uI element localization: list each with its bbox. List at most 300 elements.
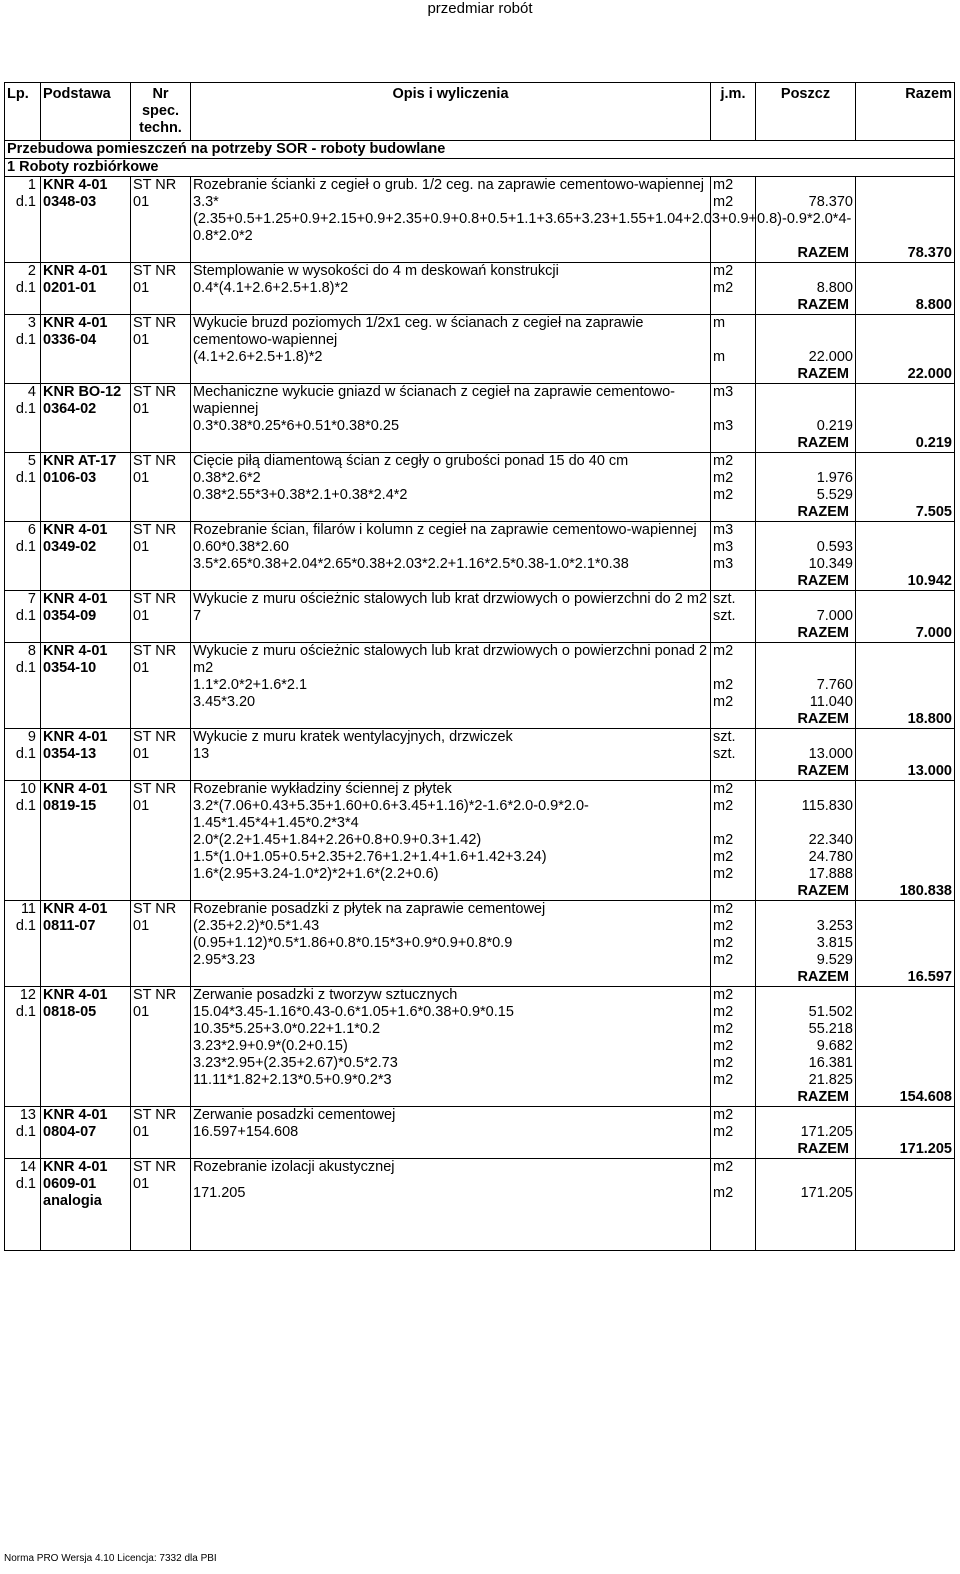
total-spacer — [191, 297, 711, 315]
calc-unit: m2 — [711, 798, 756, 832]
item-total: 0.219 — [856, 435, 955, 453]
total-spacer — [191, 969, 711, 987]
table-row — [5, 987, 955, 1005]
item-podstawa — [41, 1159, 131, 1211]
table-row — [5, 384, 955, 419]
calc-value: 21.825 — [756, 1072, 856, 1089]
subsection-title: 1 Roboty rozbiórkowe — [5, 159, 955, 177]
item-number: 5 — [27, 453, 36, 469]
calc-unit: m2 — [711, 1072, 756, 1089]
calc-value: 3.253 — [756, 918, 856, 935]
item-description: Zerwanie posadzki cementowej — [191, 1107, 711, 1125]
item-poszcz-empty — [756, 901, 856, 919]
item-description: Zerwanie posadzki z tworzyw sztucznych — [191, 987, 711, 1005]
item-description: Rozebranie ścian, filarów i kolumn z cegieł na zaprawie cementowo-wapiennej — [191, 522, 711, 540]
col-nr-spec: Nr spec. techn. — [131, 83, 191, 141]
razem-label: RAZEM — [756, 504, 856, 522]
podstawa-line: KNR 4-01 — [43, 987, 108, 1003]
calc-expression: 3.2*(7.06+0.43+5.35+1.60+0.6+3.45+1.16)*2-1.6*2.0-0.9*2.0-1.45*1.45*4+1.45*0.2*3*4 — [191, 798, 711, 832]
calc-razem-empty — [856, 1004, 955, 1021]
item-lp — [5, 263, 41, 315]
item-spec — [131, 263, 191, 315]
calc-razem-empty — [856, 694, 955, 711]
total-jm-empty — [711, 297, 756, 315]
table-row — [5, 901, 955, 919]
item-total: 16.597 — [856, 969, 955, 987]
item-sub: d.1 — [15, 470, 36, 486]
podstawa-line: 0354-13 — [43, 746, 97, 762]
calc-expression: 13 — [191, 746, 711, 763]
item-unit: szt. — [711, 729, 756, 747]
total-spacer — [191, 625, 711, 643]
calc-expression: 2.95*3.23 — [191, 952, 711, 969]
item-spec — [131, 591, 191, 643]
podstawa-line: KNR BO-12 — [43, 384, 122, 400]
total-jm-empty — [711, 366, 756, 384]
item-poszcz-empty — [756, 1107, 856, 1125]
razem-label: RAZEM — [756, 763, 856, 781]
item-total: 180.838 — [856, 883, 955, 901]
item-podstawa — [41, 315, 131, 384]
calc-unit: m2 — [711, 470, 756, 487]
item-number: 4 — [27, 384, 36, 400]
total-jm-empty — [711, 573, 756, 591]
item-unit: m2 — [711, 781, 756, 799]
item-total: 8.800 — [856, 297, 955, 315]
spec-line: ST NR — [133, 263, 177, 279]
total-spacer — [191, 1141, 711, 1159]
item-spec — [131, 729, 191, 781]
calc-value: 10.349 — [756, 556, 856, 573]
item-poszcz-empty — [756, 453, 856, 471]
calc-value: 13.000 — [756, 746, 856, 763]
item-poszcz-empty — [756, 987, 856, 1005]
podstawa-line: KNR 4-01 — [43, 263, 108, 279]
item-unit: m2 — [711, 987, 756, 1005]
item-unit: m3 — [711, 522, 756, 540]
razem-label: RAZEM — [756, 969, 856, 987]
calc-unit: m2 — [711, 832, 756, 849]
item-razem-empty — [856, 901, 955, 919]
item-poszcz-empty — [756, 643, 856, 678]
spec-line: ST NR — [133, 315, 177, 331]
razem-label: RAZEM — [756, 1141, 856, 1159]
table-row — [5, 781, 955, 799]
calc-expression: 0.3*0.38*0.25*6+0.51*0.38*0.25 — [191, 418, 711, 435]
item-poszcz-empty — [756, 591, 856, 609]
item-unit: m2 — [711, 263, 756, 281]
item-razem-empty — [856, 384, 955, 419]
calc-value: 0.219 — [756, 418, 856, 435]
calc-razem-empty — [856, 608, 955, 625]
spec-line: ST NR — [133, 591, 177, 607]
calc-unit: m2 — [711, 487, 756, 504]
item-sub: d.1 — [15, 660, 36, 676]
calc-expression: 1.6*(2.95+3.24-1.0*2)*2+1.6*(2.2+0.6) — [191, 866, 711, 883]
calc-unit: m2 — [711, 918, 756, 935]
calc-unit: m2 — [711, 1021, 756, 1038]
item-podstawa — [41, 384, 131, 453]
item-unit: m2 — [711, 177, 756, 195]
item-spec — [131, 901, 191, 987]
item-lp — [5, 781, 41, 901]
calc-razem-empty — [856, 1055, 955, 1072]
item-razem-empty — [856, 781, 955, 799]
podstawa-line: 0201-01 — [43, 280, 97, 296]
total-spacer — [191, 245, 711, 263]
item-total: 171.205 — [856, 1141, 955, 1159]
razem-label: RAZEM — [756, 625, 856, 643]
end-cell — [131, 1210, 191, 1251]
item-podstawa — [41, 453, 131, 522]
col-poszcz: Poszcz — [756, 83, 856, 141]
spec-line: ST NR — [133, 1159, 177, 1175]
item-razem-empty — [856, 643, 955, 678]
table-row — [5, 177, 955, 195]
table-header — [5, 83, 955, 141]
spec-line: ST NR — [133, 729, 177, 745]
table-end-row — [5, 1210, 955, 1251]
end-cell — [41, 1210, 131, 1251]
podstawa-line: 0106-03 — [43, 470, 97, 486]
item-poszcz-empty — [756, 1159, 856, 1185]
calc-razem-empty — [856, 1124, 955, 1141]
calc-unit: m3 — [711, 556, 756, 573]
item-razem-empty — [856, 729, 955, 747]
item-lp — [5, 987, 41, 1107]
calc-unit: m3 — [711, 418, 756, 435]
calc-unit: m2 — [711, 1055, 756, 1072]
razem-label: RAZEM — [756, 1089, 856, 1107]
item-spec — [131, 987, 191, 1107]
calc-value: 5.529 — [756, 487, 856, 504]
podstawa-line: 0811-07 — [43, 918, 96, 934]
item-description: Wykucie z muru ościeżnic stalowych lub krat drzwiowych o powierzchni ponad 2 m2 — [191, 643, 711, 678]
item-podstawa — [41, 987, 131, 1107]
total-jm-empty — [711, 1141, 756, 1159]
podstawa-line: 0348-03 — [43, 194, 97, 210]
calc-unit: m2 — [711, 280, 756, 297]
podstawa-line: KNR 4-01 — [43, 177, 108, 193]
item-razem-empty — [856, 263, 955, 281]
razem-label: RAZEM — [756, 435, 856, 453]
item-sub: d.1 — [15, 918, 36, 934]
item-total: 154.608 — [856, 1089, 955, 1107]
podstawa-line: KNR 4-01 — [43, 729, 108, 745]
item-lp — [5, 1159, 41, 1211]
spec-line: 01 — [133, 1124, 150, 1140]
table-row — [5, 643, 955, 678]
calc-razem-empty — [856, 556, 955, 573]
item-total: 78.370 — [856, 245, 955, 263]
item-poszcz-empty — [756, 263, 856, 281]
spec-line: ST NR — [133, 643, 177, 659]
calc-value: 171.205 — [756, 1124, 856, 1141]
item-unit: m — [711, 315, 756, 350]
calc-razem-empty — [856, 1021, 955, 1038]
spec-line: 01 — [133, 746, 150, 762]
calc-value: 11.040 — [756, 694, 856, 711]
item-description: Mechaniczne wykucie gniazd w ścianach z cegieł na zaprawie cementowo-wapiennej — [191, 384, 711, 419]
spec-line: 01 — [133, 1004, 150, 1020]
item-lp — [5, 177, 41, 263]
calc-razem-empty — [856, 539, 955, 556]
item-podstawa — [41, 177, 131, 263]
total-spacer — [191, 504, 711, 522]
podstawa-line: 0336-04 — [43, 332, 97, 348]
podstawa-line: KNR 4-01 — [43, 643, 108, 659]
podstawa-line: 0364-02 — [43, 401, 97, 417]
item-spec — [131, 522, 191, 591]
podstawa-line: KNR AT-17 — [43, 453, 117, 469]
item-number: 8 — [27, 643, 36, 659]
item-podstawa — [41, 643, 131, 729]
podstawa-line: KNR 4-01 — [43, 901, 108, 917]
item-sub: d.1 — [15, 1004, 36, 1020]
spec-line: 01 — [133, 798, 150, 814]
razem-label: RAZEM — [756, 883, 856, 901]
razem-label: RAZEM — [756, 573, 856, 591]
item-total: 7.505 — [856, 504, 955, 522]
calc-unit: m2 — [711, 1185, 756, 1210]
table-row — [5, 591, 955, 609]
item-sub: d.1 — [15, 608, 36, 624]
item-razem-empty — [856, 453, 955, 471]
calc-value: 9.682 — [756, 1038, 856, 1055]
item-total: 22.000 — [856, 366, 955, 384]
total-spacer — [191, 883, 711, 901]
end-cell — [856, 1210, 955, 1251]
calc-unit: m2 — [711, 1004, 756, 1021]
item-unit: szt. — [711, 591, 756, 609]
calc-value: 7.760 — [756, 677, 856, 694]
item-number: 12 — [19, 987, 36, 1003]
calc-razem-empty — [856, 798, 955, 832]
calc-expression: 1.5*(1.0+1.05+0.5+2.35+2.76+1.2+1.4+1.6+1.42+3.24) — [191, 849, 711, 866]
calc-razem-empty — [856, 487, 955, 504]
spec-line: ST NR — [133, 384, 177, 400]
calc-razem-empty — [856, 935, 955, 952]
item-description: Stemplowanie w wysokości do 4 m deskowań konstrukcji — [191, 263, 711, 281]
item-sub: d.1 — [15, 332, 36, 348]
spec-line: 01 — [133, 470, 150, 486]
table-row — [5, 729, 955, 747]
item-razem-empty — [856, 987, 955, 1005]
item-podstawa — [41, 591, 131, 643]
item-spec — [131, 177, 191, 263]
item-total: 10.942 — [856, 573, 955, 591]
calc-value: 1.976 — [756, 470, 856, 487]
spec-line: ST NR — [133, 522, 177, 538]
calc-unit: m2 — [711, 952, 756, 969]
item-spec — [131, 1159, 191, 1211]
total-spacer — [191, 1089, 711, 1107]
calc-value: 16.381 — [756, 1055, 856, 1072]
item-sub: d.1 — [15, 539, 36, 555]
podstawa-line: 0354-09 — [43, 608, 97, 624]
footer-license: Norma PRO Wersja 4.10 Licencja: 7332 dla PBI — [4, 1553, 217, 1564]
item-sub: d.1 — [15, 194, 36, 210]
calc-expression: 10.35*5.25+3.0*0.22+1.1*0.2 — [191, 1021, 711, 1038]
item-lp — [5, 453, 41, 522]
total-jm-empty — [711, 245, 756, 263]
item-total: 13.000 — [856, 763, 955, 781]
calc-value: 9.529 — [756, 952, 856, 969]
end-cell — [711, 1210, 756, 1251]
item-poszcz-empty — [756, 315, 856, 350]
item-spec — [131, 1107, 191, 1159]
spec-line: ST NR — [133, 177, 177, 193]
total-spacer — [191, 711, 711, 729]
calc-razem-empty — [856, 746, 955, 763]
podstawa-line: 0818-05 — [43, 1004, 97, 1020]
calc-expression: 15.04*3.45-1.16*0.43-0.6*1.05+1.6*0.38+0.9*0.15 — [191, 1004, 711, 1021]
podstawa-line: KNR 4-01 — [43, 522, 108, 538]
item-description: Rozebranie posadzki z płytek na zaprawie cementowej — [191, 901, 711, 919]
calc-unit: m2 — [711, 866, 756, 883]
col-razem: Razem — [856, 83, 955, 141]
spec-line: ST NR — [133, 901, 177, 917]
spec-line: 01 — [133, 194, 150, 210]
item-number: 10 — [19, 781, 36, 797]
item-razem-empty — [856, 522, 955, 540]
total-jm-empty — [711, 711, 756, 729]
total-spacer — [191, 573, 711, 591]
item-razem-empty — [856, 1107, 955, 1125]
item-poszcz-empty — [756, 384, 856, 419]
calc-expression: 171.205 — [191, 1185, 711, 1210]
item-razem-empty — [856, 1159, 955, 1185]
calc-value: 22.340 — [756, 832, 856, 849]
total-jm-empty — [711, 763, 756, 781]
item-lp — [5, 522, 41, 591]
item-description: Rozebranie wykładziny ściennej z płytek — [191, 781, 711, 799]
item-podstawa — [41, 1107, 131, 1159]
col-lp: Lp. — [5, 83, 41, 141]
calc-razem-empty — [856, 280, 955, 297]
spec-line: 01 — [133, 660, 150, 676]
calc-value: 24.780 — [756, 849, 856, 866]
col-jm: j.m. — [711, 83, 756, 141]
item-razem-empty — [856, 591, 955, 609]
razem-label: RAZEM — [756, 245, 856, 263]
podstawa-line: KNR 4-01 — [43, 1107, 108, 1123]
spec-line: 01 — [133, 280, 150, 296]
calc-expression: 3.3*(2.35+0.5+1.25+0.9+2.15+0.9+2.35+0.9+0.8+0.5+1.1+3.65+3.23+1.55+1.04+2.03+0.9+0.8)-0.9*2.0*4-0.8*2.0*2 — [191, 194, 711, 245]
calc-value: 0.593 — [756, 539, 856, 556]
razem-label: RAZEM — [756, 711, 856, 729]
item-unit: m2 — [711, 643, 756, 678]
total-jm-empty — [711, 1089, 756, 1107]
item-podstawa — [41, 729, 131, 781]
calc-expression: 16.597+154.608 — [191, 1124, 711, 1141]
calc-unit: m2 — [711, 194, 756, 245]
calc-razem-empty — [856, 194, 955, 245]
table-row — [5, 522, 955, 540]
calc-expression: (0.95+1.12)*0.5*1.86+0.8*0.15*3+0.9*0.9+0.8*0.9 — [191, 935, 711, 952]
calc-razem-empty — [856, 849, 955, 866]
item-poszcz-empty — [756, 729, 856, 747]
calc-razem-empty — [856, 349, 955, 366]
item-podstawa — [41, 522, 131, 591]
calc-unit: m2 — [711, 1124, 756, 1141]
podstawa-line: 0354-10 — [43, 660, 97, 676]
item-description: Wykucie z muru ościeżnic stalowych lub krat drzwiowych o powierzchni do 2 m2 — [191, 591, 711, 609]
item-podstawa — [41, 781, 131, 901]
total-jm-empty — [711, 435, 756, 453]
item-description: Wykucie z muru kratek wentylacyjnych, drzwiczek — [191, 729, 711, 747]
spec-line: 01 — [133, 401, 150, 417]
table-row — [5, 1159, 955, 1185]
calc-value: 3.815 — [756, 935, 856, 952]
end-cell — [756, 1210, 856, 1251]
item-number: 9 — [27, 729, 36, 745]
calc-expression: 2.0*(2.2+1.45+1.84+2.26+0.8+0.9+0.3+1.42) — [191, 832, 711, 849]
calc-expression: 3.5*2.65*0.38+2.04*2.65*0.38+2.03*2.2+1.16*2.5*0.38-1.0*2.1*0.38 — [191, 556, 711, 573]
item-spec — [131, 643, 191, 729]
podstawa-line: KNR 4-01 — [43, 591, 108, 607]
calc-razem-empty — [856, 470, 955, 487]
item-number: 14 — [19, 1159, 36, 1175]
calc-expression: (2.35+2.2)*0.5*1.43 — [191, 918, 711, 935]
calc-value: 17.888 — [756, 866, 856, 883]
spec-line: ST NR — [133, 1107, 177, 1123]
item-razem-empty — [856, 315, 955, 350]
item-sub: d.1 — [15, 1176, 36, 1192]
podstawa-line: 0819-15 — [43, 798, 97, 814]
table-row — [5, 1107, 955, 1125]
item-sub: d.1 — [15, 1124, 36, 1140]
item-number: 2 — [27, 263, 36, 279]
total-jm-empty — [711, 504, 756, 522]
calc-expression: 0.38*2.6*2 — [191, 470, 711, 487]
item-unit: m3 — [711, 384, 756, 419]
podstawa-line: 0609-01 — [43, 1176, 97, 1192]
item-spec — [131, 453, 191, 522]
item-sub: d.1 — [15, 401, 36, 417]
total-spacer — [191, 763, 711, 781]
podstawa-line: 0349-02 — [43, 539, 97, 555]
item-poszcz-empty — [756, 781, 856, 799]
item-razem-empty — [856, 177, 955, 195]
calc-expression: 11.11*1.82+2.13*0.5+0.9*0.2*3 — [191, 1072, 711, 1089]
calc-value: 22.000 — [756, 349, 856, 366]
section-title: Przebudowa pomieszczeń na potrzeby SOR - roboty budowlane — [5, 141, 955, 159]
item-podstawa — [41, 901, 131, 987]
item-spec — [131, 315, 191, 384]
calc-unit: m2 — [711, 677, 756, 694]
calc-unit: szt. — [711, 746, 756, 763]
calc-unit: m2 — [711, 1038, 756, 1055]
calc-razem-empty — [856, 677, 955, 694]
podstawa-line: KNR 4-01 — [43, 1159, 108, 1175]
total-jm-empty — [711, 883, 756, 901]
spec-line: 01 — [133, 608, 150, 624]
item-number: 3 — [27, 315, 36, 331]
total-spacer — [191, 366, 711, 384]
item-spec — [131, 384, 191, 453]
item-unit: m2 — [711, 901, 756, 919]
item-lp — [5, 315, 41, 384]
item-spec — [131, 781, 191, 901]
podstawa-line: analogia — [43, 1193, 102, 1209]
calc-value: 7.000 — [756, 608, 856, 625]
item-unit: m2 — [711, 1107, 756, 1125]
calc-unit: m2 — [711, 694, 756, 711]
item-sub: d.1 — [15, 280, 36, 296]
calc-expression: (4.1+2.6+2.5+1.8)*2 — [191, 349, 711, 366]
item-description: Cięcie piłą diamentową ścian z cegły o grubości ponad 15 do 40 cm — [191, 453, 711, 471]
